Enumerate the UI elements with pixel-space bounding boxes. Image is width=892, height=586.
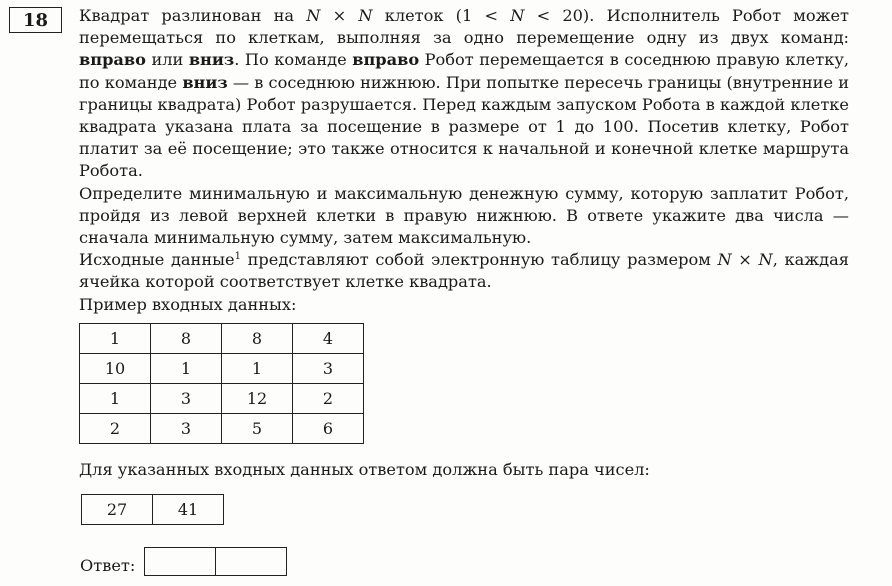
task-number: 18: [9, 7, 62, 33]
table-cell: 3: [293, 354, 364, 384]
variable-n: N: [758, 250, 773, 270]
table-cell: 3: [151, 384, 222, 414]
expected-answer-table: [81, 494, 224, 525]
table-cell: 8: [222, 324, 293, 354]
table-cell: 2: [293, 384, 364, 414]
statement-text: ×: [731, 250, 759, 270]
table-cell: 10: [80, 354, 151, 384]
table-row: [80, 354, 364, 384]
table-row: [80, 324, 364, 354]
statement-text: , каждая ячейка которой соответствует клетке квадрата.: [79, 250, 850, 292]
table-cell: 12: [222, 384, 293, 414]
table-cell: 8: [151, 324, 222, 354]
statement-text: — в соседнюю нижнюю. При попытке пересечь границы (внутренние и границы квадрата) Робот разрушается. Перед каждым запуском Робота в каждой клетке квадрата указана плата за посещение в размере от 1 до 100. Посетив клетку, Робот платит за её посещение; это также относится к начальной и конечной клетке маршрута Робота.: [79, 72, 849, 181]
table-row: [82, 495, 224, 525]
command-down: вниз: [188, 50, 235, 70]
command-down: вниз: [182, 72, 228, 92]
statement-text: < 20). Исполнитель Робот может перемещаться по клеткам, выполняя за одно перемещение одну из двух команд:: [79, 6, 850, 48]
statement-text: Исходные данные: [79, 250, 235, 270]
variable-n: N: [510, 6, 525, 25]
variable-n: N: [306, 6, 321, 25]
statement-text: Робот перемещается в соседнюю правую клетку, по команде: [79, 50, 849, 92]
table-row: [145, 548, 287, 576]
statement-text: представляют собой электронную таблицу размером: [240, 250, 718, 270]
statement-paragraph-1: [79, 5, 849, 183]
statement-text: ×: [320, 6, 359, 25]
task-statement: [79, 5, 849, 316]
table-cell: 1: [80, 384, 151, 414]
statement-text: клеток (1 <: [372, 6, 511, 25]
statement-paragraph-2: Определите минимальную и максимальную денежную сумму, которую заплатит Робот, пройдя из левой верхней клетки в правую нижнюю. В ответе укажите два числа — сначала минимальную сумму, затем максимальную.: [79, 183, 849, 248]
expected-answer-min: 27: [82, 495, 153, 525]
table-cell: 1: [222, 354, 293, 384]
variable-n: N: [358, 6, 373, 25]
table-row: [80, 384, 364, 414]
footnote-marker: 1: [234, 251, 241, 263]
statement-text: Квадрат разлинован на: [79, 6, 307, 25]
table-cell: 2: [80, 414, 151, 444]
command-right: вправо: [79, 50, 146, 70]
table-cell: 4: [293, 324, 364, 354]
answer-cell-max[interactable]: [216, 548, 287, 576]
command-right: вправо: [352, 50, 420, 70]
answer-cell-min[interactable]: [145, 548, 216, 576]
table-cell: 3: [151, 414, 222, 444]
variable-n: N: [717, 250, 732, 270]
statement-text: или: [145, 50, 189, 70]
table-cell: 5: [222, 414, 293, 444]
expected-answer-label: Для указанных входных данных ответом должна быть пара чисел:: [79, 460, 650, 479]
table-row: [80, 414, 364, 444]
answer-table: [144, 547, 287, 576]
statement-paragraph-3: [79, 249, 849, 293]
table-cell: 1: [151, 354, 222, 384]
statement-text: . По команде: [234, 50, 353, 70]
table-cell: 1: [80, 324, 151, 354]
example-label: Пример входных данных:: [79, 294, 297, 314]
expected-answer-max: 41: [153, 495, 224, 525]
table-cell: 6: [293, 414, 364, 444]
answer-label: Ответ:: [80, 556, 136, 575]
example-input-table: [79, 323, 364, 444]
